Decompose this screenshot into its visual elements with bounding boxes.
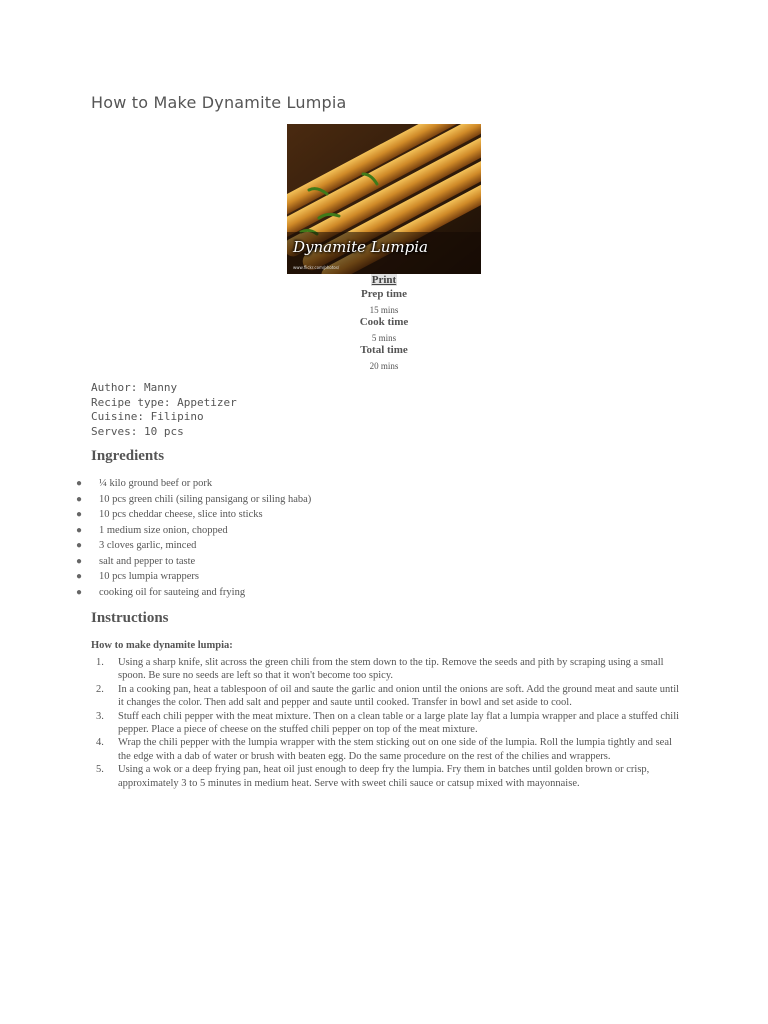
instructions-list (0, 656, 768, 790)
bullet-icon: ● (76, 509, 83, 520)
cuisine: Cuisine: Filipino (91, 410, 204, 423)
bullet-icon: ● (76, 555, 83, 567)
total-time-label: Total time (360, 344, 408, 356)
cook-time-value: 5 mins (371, 333, 397, 343)
recipe-meta (91, 381, 237, 439)
list-item: 5. Using a wok or a deep frying pan, heat oil just enough to deep fry the lumpia. Fry them in batches until golden brown or crisp, approximately 3 to 5 minutes in medium heat. Serve with sweet chili sauce or catsup mixed with mayonnaise. (96, 764, 650, 789)
print-link-wrap (284, 274, 484, 286)
page-title: How to Make Dynamite Lumpia (91, 93, 347, 112)
bullet-icon: ● (76, 540, 83, 551)
prep-time-value: 15 mins (369, 305, 399, 315)
instructions-subheading: How to make dynamite lumpia: (91, 640, 233, 651)
list-item: 1. Using a sharp knife, slit across the green chili from the stem down to the tip. Remove the seeds and pith by scraping using a small spoon. Be sure no seeds are left so that it won't become too spicy. (96, 657, 664, 682)
bullet-icon: ● (76, 571, 83, 582)
ingredients-heading: Ingredients (91, 448, 165, 464)
recipe-page: How to Make Dynamite Lumpia www.flickr.com/photos/ Dynamite Lumpia Print Prep time 15 mins Cook time 5 mins Total time 20 mins Author: Manny Recipe type: Appetizer Cuisine: Filipino Serves: 10 pcs Ingredients ● ¼ kilo ground beef or pork ● 10 pcs green chili (siling pansigang or siling haba) ● 10 pcs cheddar cheese, slice into sticks ● 1 medium size onion, chopped ● 3 cloves garlic, minced ● salt and pepper to taste ● 10 pcs lumpia wrappers ● cooking oil for sauteing and frying Instructions How to make dynamite lumpia: 1. Using a sharp knife, slit across the green chili from the stem down to the tip. Remove the seeds and pith by scraping using a small spoon. Be sure no seeds are left so that it won't become too spicy. 2. In a cooking pan, heat a tablespoon of oil and saute the garlic and onion until the onions are soft. Add the ground meat and saute until it changes the color. Then add salt and pepper and saute until cooked. Transfer in bowl and set aside to cool. 3. Stuff each chili pepper with the meat mixture. Then on a clean table or a large plate lay flat a lumpia wrapper and place a stuffed chili pepper. Place a piece of cheese on the stuffed chili pepper on top of the meat mixture. 4. Wrap the chili pepper with the lumpia wrapper with the stem sticking out on one side of the lumpia. Roll the lumpia tightly and seal the edge with a dab of water or brush with beaten egg. Do the same procedure on the rest of the chilies and wrappers. 5. Using a wok or a deep frying pan, heat oil just enough to deep fry the lumpia. Fry them in batches until golden brown or crisp, approximately 3 to 5 minutes in medium heat. Serve with sweet chili sauce or catsup mixed with mayonnaise. (0, 0, 768, 1024)
recipe-type: Recipe type: Appetizer (91, 395, 237, 409)
prep-time-label: Prep time (361, 288, 407, 300)
bullet-icon: ● (76, 524, 83, 536)
instructions-heading: Instructions (91, 610, 169, 626)
total-time-value: 20 mins (369, 361, 399, 371)
print-link[interactable]: Print (371, 274, 397, 286)
cook-time-label: Cook time (359, 316, 409, 328)
recipe-photo (287, 124, 481, 274)
list-item: 2. In a cooking pan, heat a tablespoon of oil and saute the garlic and onion until the onions are soft. Add the ground meat and saute until it changes the color. Then add salt and pepper and saute until cooked. Transfer in bowl and set aside to cool. (96, 683, 680, 709)
list-item: 3. Stuff each chili pepper with the meat mixture. Then on a clean table or a large plate lay flat a lumpia wrapper and place a stuffed chili pepper. Place a piece of cheese on the stuffed chili pepper on top of the meat mixture. (96, 710, 680, 736)
bullet-icon: ● (76, 493, 83, 505)
author: Author: Manny (91, 381, 178, 394)
photo-caption: Dynamite Lumpia (293, 238, 428, 256)
bullet-icon: ● (76, 586, 83, 598)
serves: Serves: 10 pcs (91, 424, 184, 438)
svg-text:www.flickr.com/photos/: www.flickr.com/photos/ (293, 265, 340, 270)
list-item: 4. Wrap the chili pepper with the lumpia wrapper with the stem sticking out on one side of the lumpia. Roll the lumpia tightly and seal the edge with a dab of water or brush with beaten egg. Do the same procedure on the rest of the chilies and wrappers. (96, 737, 672, 762)
bullet-icon: ● (76, 478, 83, 489)
